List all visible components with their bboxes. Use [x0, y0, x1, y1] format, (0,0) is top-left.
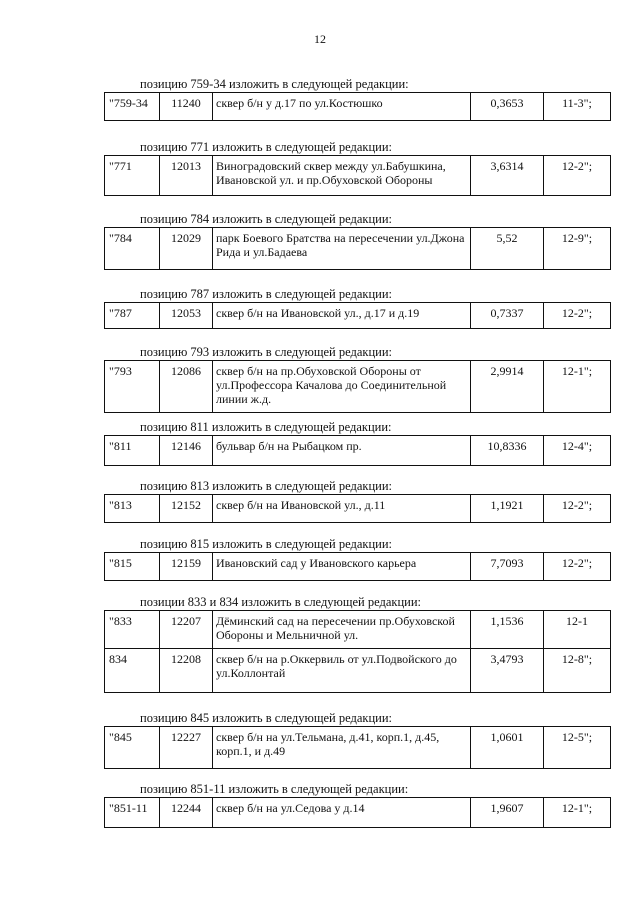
amendment-table — [104, 610, 611, 693]
object-code-cell: 12207 — [160, 611, 213, 649]
amendment-section — [104, 78, 598, 121]
amendment-caption: позицию 787 изложить в следующей редакции: — [140, 287, 392, 301]
position-number-cell: "771 — [105, 156, 160, 196]
position-number-cell: "811 — [105, 436, 160, 466]
table-row — [105, 93, 611, 121]
object-description-cell: парк Боевого Братства на пересечении ул.Джона Рида и ул.Бадаева — [213, 228, 471, 270]
position-number-cell: "851-11 — [105, 798, 160, 828]
amendment-section — [104, 213, 598, 270]
zone-cell: 11-3"; — [544, 93, 611, 121]
position-number-cell: "815 — [105, 553, 160, 581]
amendment-table — [104, 92, 611, 121]
object-description-cell: сквер б/н на р.Оккервиль от ул.Подвойского до ул.Коллонтай — [213, 649, 471, 693]
area-cell: 10,8336 — [471, 436, 544, 466]
table-row — [105, 361, 611, 413]
zone-cell: 12-9"; — [544, 228, 611, 270]
zone-cell: 12-2"; — [544, 495, 611, 523]
position-number-cell: 834 — [105, 649, 160, 693]
zone-cell: 12-1"; — [544, 798, 611, 828]
amendment-table — [104, 227, 611, 270]
area-cell: 7,7093 — [471, 553, 544, 581]
position-number-cell: "759-34 — [105, 93, 160, 121]
amendment-table — [104, 360, 611, 413]
amendment-section — [104, 480, 598, 523]
amendment-section — [104, 288, 598, 329]
object-code-cell: 12244 — [160, 798, 213, 828]
object-description-cell: сквер б/н на Ивановской ул., д.17 и д.19 — [213, 303, 471, 329]
object-code-cell: 12159 — [160, 553, 213, 581]
amendment-table — [104, 494, 611, 523]
area-cell: 2,9914 — [471, 361, 544, 413]
object-description-cell: сквер б/н на пр.Обуховской Обороны от ул.Профессора Качалова до Соединительной линии ж.д. — [213, 361, 471, 413]
amendment-section — [104, 712, 598, 769]
area-cell: 1,1536 — [471, 611, 544, 649]
amendment-table — [104, 435, 611, 466]
amendment-table — [104, 302, 611, 329]
object-description-cell: сквер б/н на ул.Седова у д.14 — [213, 798, 471, 828]
amendment-section — [104, 596, 598, 693]
object-description-cell: Дёминский сад на пересечении пр.Обуховской Обороны и Мельничной ул. — [213, 611, 471, 649]
amendment-section — [104, 141, 598, 196]
zone-cell: 12-1 — [544, 611, 611, 649]
position-number-cell: "787 — [105, 303, 160, 329]
amendment-table — [104, 797, 611, 828]
table-row — [105, 228, 611, 270]
table-row — [105, 495, 611, 523]
position-number-cell: "793 — [105, 361, 160, 413]
position-number-cell: "784 — [105, 228, 160, 270]
zone-cell: 12-2"; — [544, 553, 611, 581]
zone-cell: 12-4"; — [544, 436, 611, 466]
object-code-cell: 12146 — [160, 436, 213, 466]
object-code-cell: 12227 — [160, 727, 213, 769]
object-description-cell: сквер б/н на ул.Тельмана, д.41, корп.1, д.45, корп.1, и д.49 — [213, 727, 471, 769]
area-cell: 1,1921 — [471, 495, 544, 523]
object-code-cell: 11240 — [160, 93, 213, 121]
area-cell: 3,4793 — [471, 649, 544, 693]
zone-cell: 12-8"; — [544, 649, 611, 693]
amendment-caption: позицию 793 изложить в следующей редакции: — [140, 345, 392, 359]
table-row — [105, 798, 611, 828]
amendment-caption: позицию 771 изложить в следующей редакции: — [140, 140, 392, 154]
amendment-caption: позицию 815 изложить в следующей редакции: — [140, 537, 392, 551]
position-number-cell: "813 — [105, 495, 160, 523]
table-row — [105, 303, 611, 329]
object-description-cell: Ивановский сад у Ивановского карьера — [213, 553, 471, 581]
amendment-section — [104, 421, 598, 466]
amendment-caption: позицию 851-11 изложить в следующей редакции: — [140, 782, 409, 796]
zone-cell: 12-1"; — [544, 361, 611, 413]
amendment-section — [104, 783, 598, 828]
position-number-cell: "833 — [105, 611, 160, 649]
amendment-section — [104, 538, 598, 581]
zone-cell: 12-5"; — [544, 727, 611, 769]
zone-cell: 12-2"; — [544, 303, 611, 329]
position-number-cell: "845 — [105, 727, 160, 769]
amendment-caption: позицию 811 изложить в следующей редакции: — [140, 420, 392, 434]
object-description-cell: Виноградовский сквер между ул.Бабушкина, Ивановской ул. и пр.Обуховской Обороны — [213, 156, 471, 196]
area-cell: 1,9607 — [471, 798, 544, 828]
amendment-caption: позицию 813 изложить в следующей редакции: — [140, 479, 392, 493]
object-code-cell: 12208 — [160, 649, 213, 693]
area-cell: 0,3653 — [471, 93, 544, 121]
zone-cell: 12-2"; — [544, 156, 611, 196]
object-code-cell: 12152 — [160, 495, 213, 523]
area-cell: 5,52 — [471, 228, 544, 270]
table-row — [105, 727, 611, 769]
object-description-cell: сквер б/н на Ивановской ул., д.11 — [213, 495, 471, 523]
amendment-table — [104, 726, 611, 769]
amendment-caption: позиции 833 и 834 изложить в следующей редакции: — [140, 595, 422, 609]
amendment-table — [104, 552, 611, 581]
area-cell: 3,6314 — [471, 156, 544, 196]
area-cell: 0,7337 — [471, 303, 544, 329]
object-code-cell: 12029 — [160, 228, 213, 270]
amendment-table — [104, 155, 611, 196]
page-number: 12 — [314, 32, 326, 46]
area-cell: 1,0601 — [471, 727, 544, 769]
amendment-caption: позицию 845 изложить в следующей редакции: — [140, 711, 392, 725]
object-code-cell: 12053 — [160, 303, 213, 329]
table-row — [105, 649, 611, 693]
object-code-cell: 12086 — [160, 361, 213, 413]
table-row — [105, 553, 611, 581]
amendment-caption: позицию 759-34 изложить в следующей редакции: — [140, 77, 409, 91]
table-row — [105, 156, 611, 196]
table-row — [105, 611, 611, 649]
amendment-caption: позицию 784 изложить в следующей редакции: — [140, 212, 392, 226]
object-description-cell: бульвар б/н на Рыбацком пр. — [213, 436, 471, 466]
table-row — [105, 436, 611, 466]
object-description-cell: сквер б/н у д.17 по ул.Костюшко — [213, 93, 471, 121]
amendment-section — [104, 346, 598, 413]
object-code-cell: 12013 — [160, 156, 213, 196]
